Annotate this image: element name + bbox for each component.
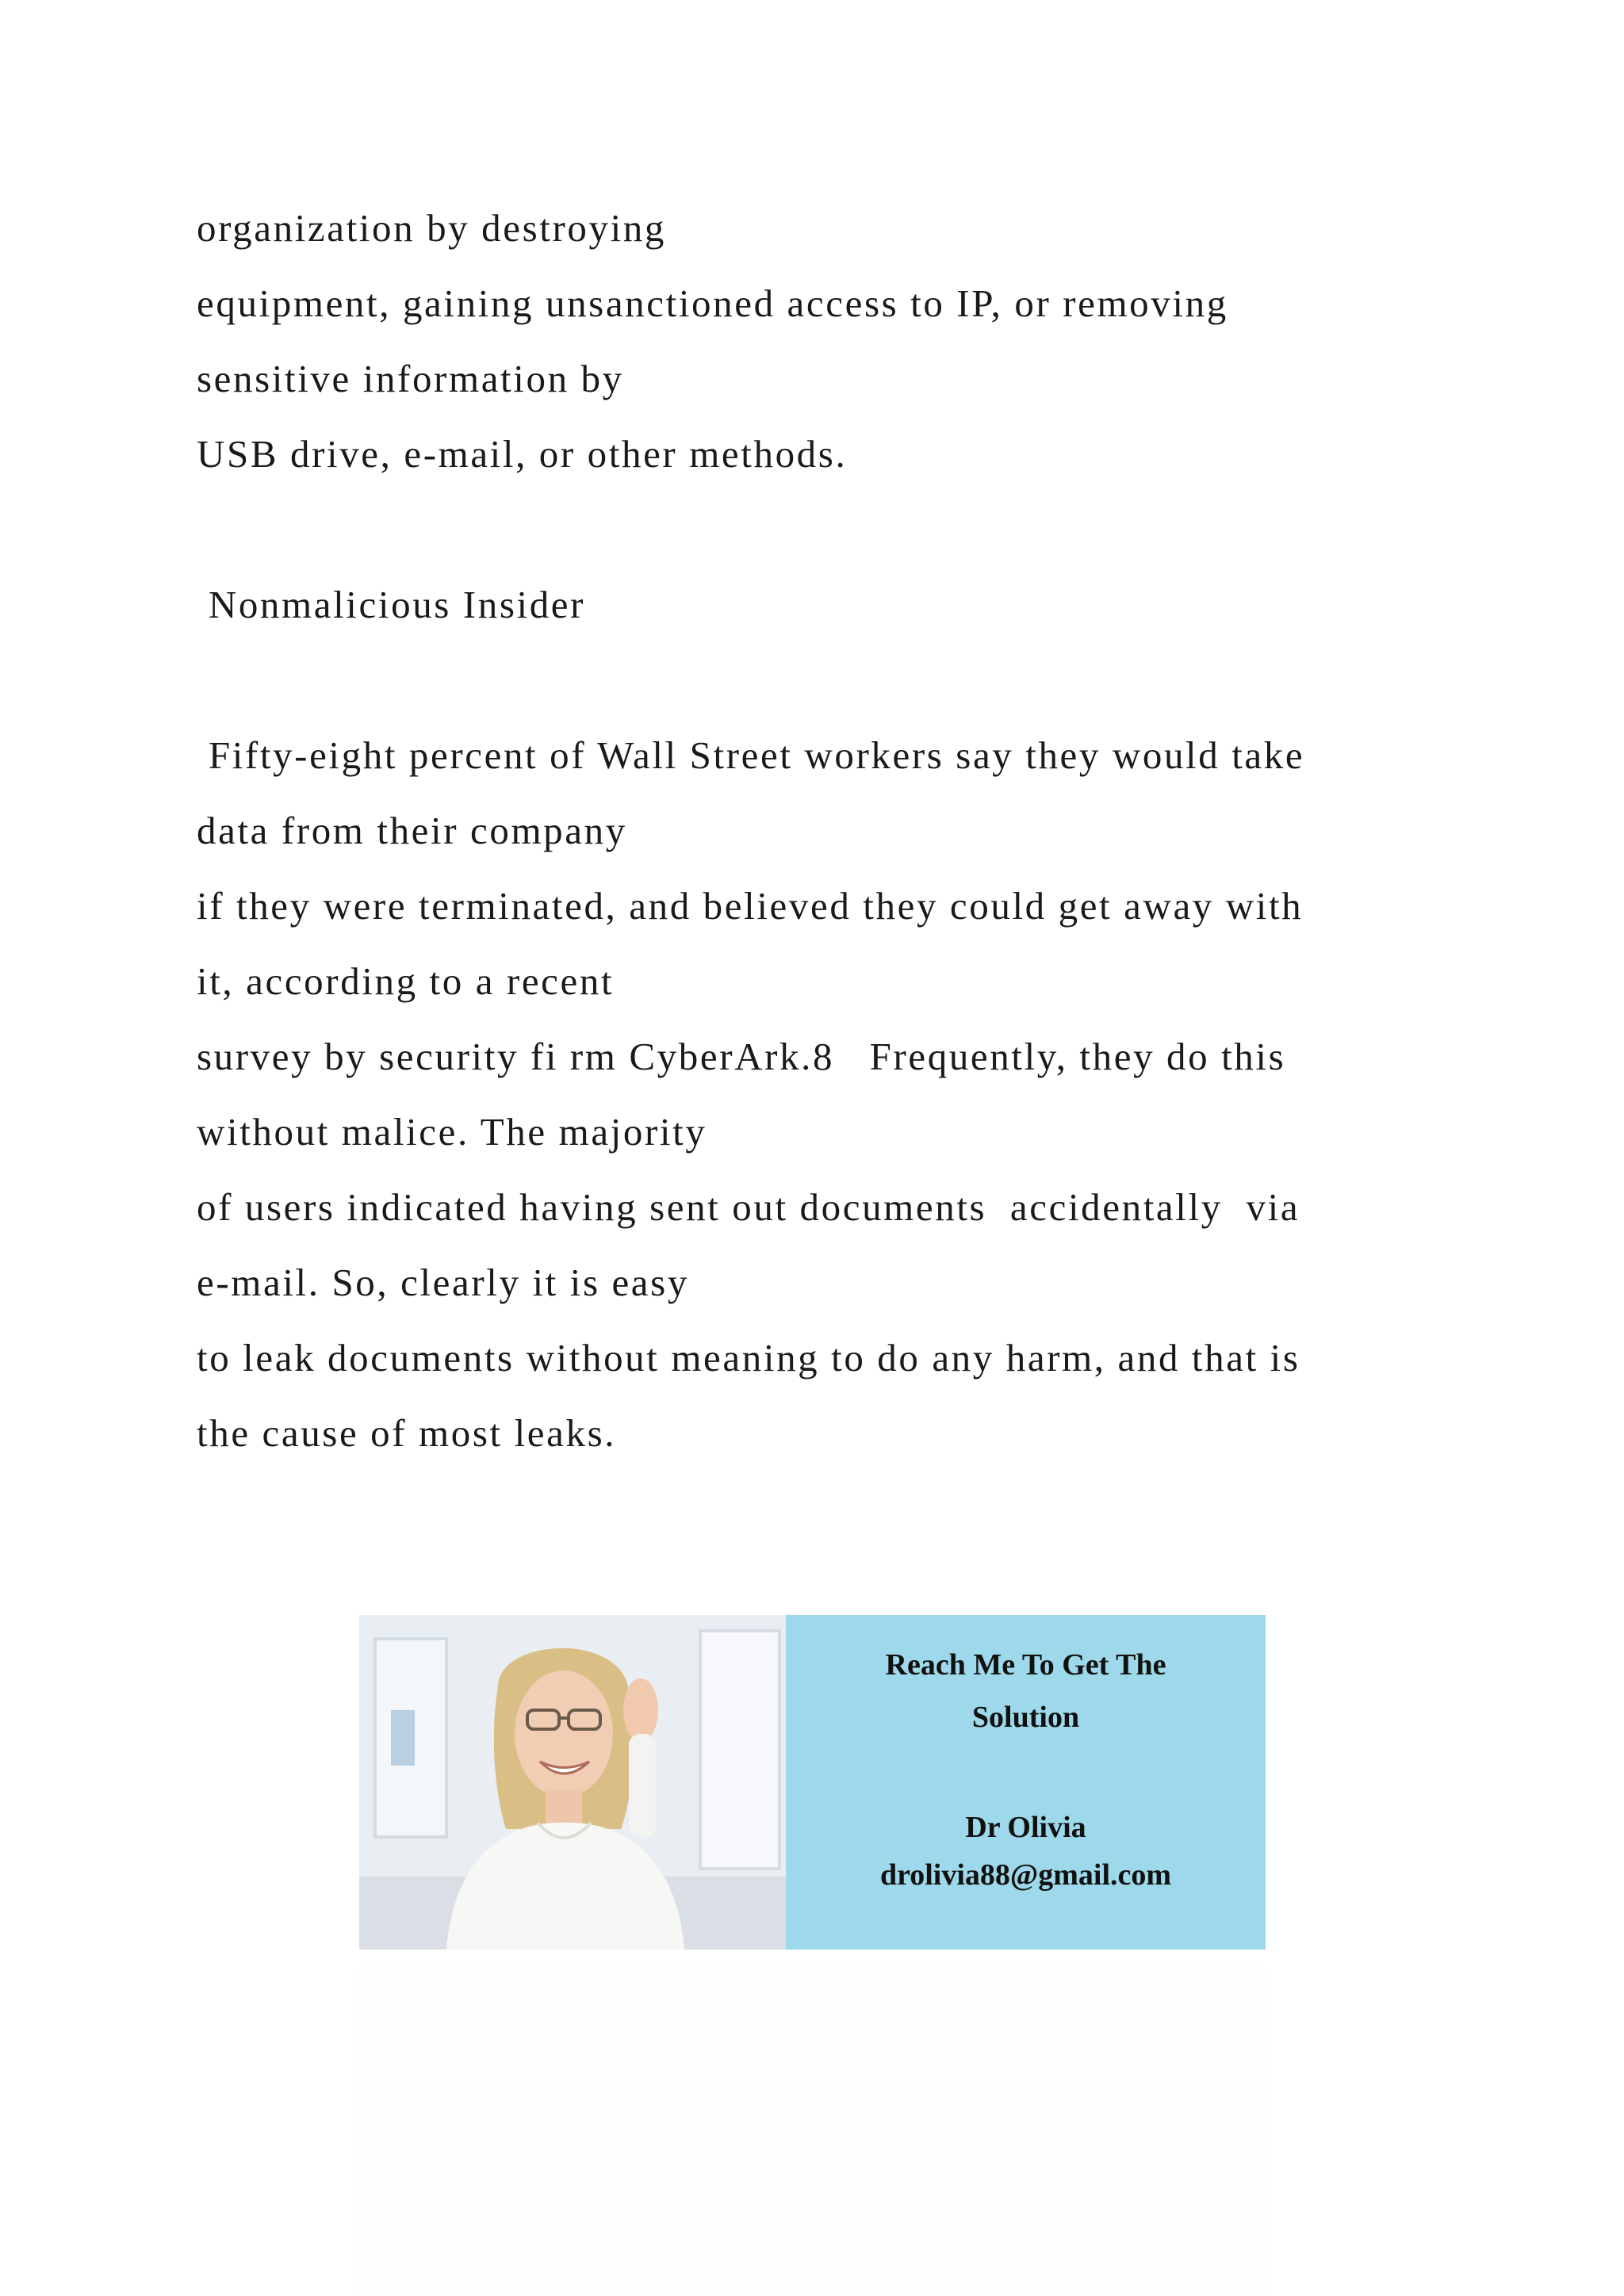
section-heading: Nonmalicious Insider bbox=[197, 583, 586, 626]
text-line: the cause of most leaks. bbox=[197, 1411, 617, 1455]
body-text bbox=[197, 190, 1497, 1471]
text-line: organization by destroying bbox=[197, 206, 666, 250]
text-line: it, according to a recent bbox=[197, 959, 615, 1003]
text-line: USB drive, e-mail, or other methods. bbox=[197, 432, 848, 476]
text-line: equipment, gaining unsanctioned access to IP, or removing bbox=[197, 281, 1228, 325]
contact-ad-banner[interactable] bbox=[359, 1615, 1266, 1950]
ad-headline: Reach Me To Get The Solution bbox=[885, 1648, 1166, 1734]
contact-info-panel bbox=[786, 1615, 1266, 1950]
text-line: to leak documents without meaning to do any harm, and that is bbox=[197, 1336, 1300, 1380]
woman-portrait-photo bbox=[359, 1615, 786, 1950]
text-line: if they were terminated, and believed they could get away with bbox=[197, 884, 1304, 928]
portrait-illustration bbox=[359, 1615, 786, 1950]
blank-area bbox=[359, 1966, 1266, 2296]
text-line: of users indicated having sent out documents accidentally via bbox=[197, 1185, 1300, 1229]
contact-email-link[interactable]: drolivia88@gmail.com bbox=[879, 1858, 1172, 1892]
text-line: Fifty-eight percent of Wall Street workers say they would take bbox=[197, 733, 1305, 777]
text-line: e-mail. So, clearly it is easy bbox=[197, 1261, 689, 1304]
text-line: data from their company bbox=[197, 809, 627, 852]
text-line: survey by security fi rm CyberArk.8 Frequently, they do this bbox=[197, 1035, 1286, 1078]
text-line: sensitive information by bbox=[197, 357, 624, 400]
paragraph-gap bbox=[197, 492, 1497, 567]
contact-name: Dr Olivia bbox=[965, 1811, 1086, 1844]
paragraph-gap bbox=[197, 642, 1497, 718]
text-line: without malice. The majority bbox=[197, 1110, 707, 1154]
